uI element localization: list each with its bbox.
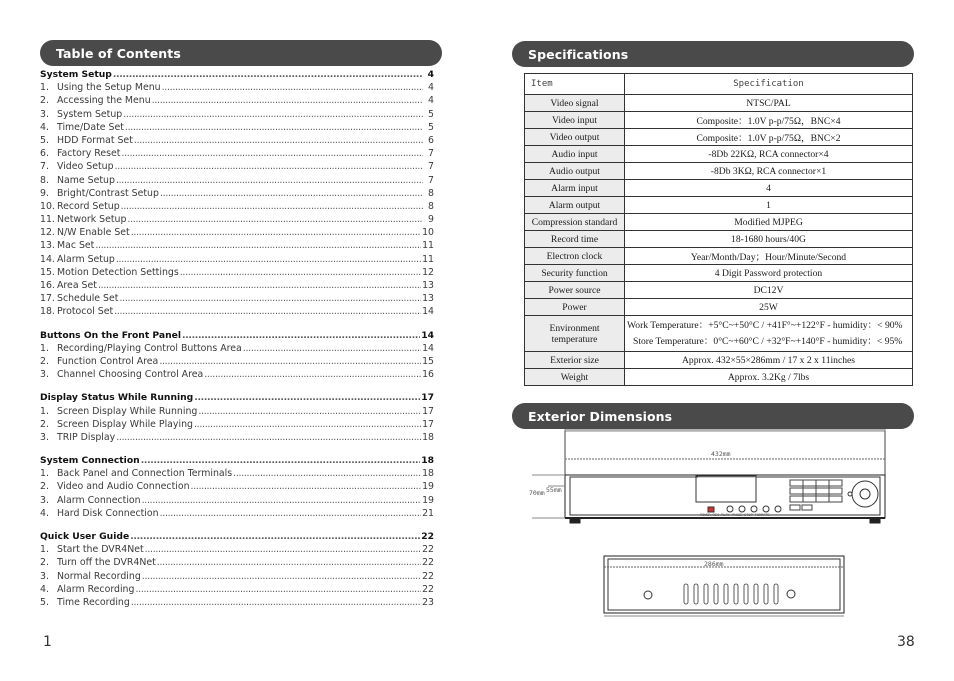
toc-section (40, 69, 434, 320)
toc-entry-page: 17 (422, 418, 434, 430)
toc-entry (40, 82, 434, 95)
spec-value: Year/Month/Day；Hour/Minute/Second (625, 248, 913, 265)
toc-entry-label: HDD Format Set (57, 134, 133, 146)
toc-entry-label: Channel Choosing Control Area (57, 369, 204, 381)
toc-entry (40, 214, 434, 227)
spec-row (525, 231, 913, 248)
exterior-dimensions-drawing (512, 429, 914, 659)
dimension-diagram (512, 429, 914, 659)
toc-entry-number: 7. (40, 161, 49, 173)
toc-entry (40, 584, 434, 597)
toc-entry-number: 17. (40, 293, 55, 305)
spec-item: Audio input (525, 146, 625, 163)
toc-page-number: 17 (421, 392, 434, 404)
toc-section-title: Buttons On the Front Panel (40, 329, 182, 341)
vent-slot (704, 584, 708, 604)
toc-entry-label: Recording/Playing Control Buttons Area (57, 342, 242, 354)
spec-value: DC12V (625, 282, 913, 299)
toc-entry-number: 2. (40, 355, 49, 367)
spec-row-environment (525, 316, 913, 352)
toc-entry-label: Area Set (57, 280, 97, 291)
spec-row (525, 112, 913, 129)
toc-entry-page: 21 (422, 507, 434, 519)
toc-entry-number: 1. (40, 544, 49, 556)
spec-row (525, 197, 913, 214)
toc-entry-label: Schedule Set (57, 293, 119, 305)
spec-row (525, 299, 913, 316)
toc-entry-page: 12 (422, 266, 434, 278)
spec-item: Compression standard (525, 214, 625, 231)
toc-section-title: Display Status While Running (40, 392, 194, 404)
toc-entry-number: 13. (40, 240, 55, 252)
spec-value: Approx. 3.2Kg / 7lbs (625, 369, 913, 386)
toc-entry (40, 161, 434, 174)
depth-dimension-label: 286mm (704, 560, 724, 568)
toc-entry (40, 557, 434, 570)
toc-entry-label: Alarm Connection (57, 494, 141, 506)
toc-entry-label: Motion Detection Settings (57, 266, 179, 278)
toc-entry-number: 2. (40, 557, 49, 569)
toc-entry-number: 11. (40, 214, 55, 226)
toc-entry-label: Bright/Contrast Setup (57, 187, 159, 199)
toc-entry-number: 15. (40, 266, 55, 278)
toc-entry-label: Back Panel and Connection Terminals (57, 468, 233, 480)
toc-leader (116, 254, 421, 265)
toc-entry-label: N/W Enable Set (57, 227, 130, 239)
toc-entry-page: 13 (422, 280, 434, 291)
vent-slot (694, 584, 698, 604)
toc-entry-number: 5. (40, 596, 49, 608)
toc-leader (125, 122, 423, 133)
front-panel-labels: POWER REC PLAY PAUSE STOP FORMATE (700, 513, 770, 517)
spec-item: Power (525, 299, 625, 316)
toc-entry-label: Mac Set (57, 240, 95, 252)
toc-leader (134, 135, 423, 146)
vent-slot (764, 584, 768, 604)
toc-entry-number: 18. (40, 306, 55, 318)
spec-item: Video input (525, 112, 625, 129)
toc-entry-page: 7 (428, 161, 434, 173)
toc-entry (40, 432, 434, 445)
toc-leader (157, 557, 421, 568)
specifications-table (524, 73, 913, 386)
toc-leader (142, 571, 421, 582)
spec-value: -8Db 3KΩ, RCA connector×1 (625, 163, 913, 180)
toc-entry-number: 1. (40, 342, 49, 354)
toc-entry-number: 2. (40, 481, 49, 493)
spec-item: Power source (525, 282, 625, 299)
vent-slot (754, 584, 758, 604)
toc-entry-label: Screen Display While Playing (57, 418, 193, 430)
toc-entry-page: 7 (428, 148, 434, 160)
toc-section-title: System Setup (40, 69, 112, 80)
toc-entry-number: 14. (40, 253, 55, 265)
toc-entry-number: 4. (40, 507, 49, 519)
toc-section (40, 392, 434, 445)
toc-entry-page: 5 (428, 121, 434, 133)
toc-entry-label: Alarm Setup (57, 253, 115, 265)
toc-entry-number: 16. (40, 280, 55, 291)
toc-leader (191, 481, 422, 492)
toc-entry-number: 2. (40, 418, 49, 430)
toc-entry-number: 4. (40, 583, 49, 595)
toc-entry-number: 3. (40, 570, 49, 582)
toc-entry-page: 22 (422, 544, 434, 556)
toc-entry-label: Normal Recording (57, 570, 141, 582)
toc-entry-label: Time Recording (57, 596, 130, 608)
toc-entry-number: 1. (40, 82, 49, 94)
spec-item: Video signal (525, 95, 625, 112)
spec-item: Record time (525, 231, 625, 248)
toc-entry-page: 22 (422, 570, 434, 582)
toc-entry (40, 293, 434, 306)
toc-leader (119, 293, 421, 304)
spec-row (525, 369, 913, 386)
spec-value: -8Db 22KΩ, RCA connector×4 (625, 146, 913, 163)
toc-entry-page: 8 (428, 200, 434, 212)
toc-entry-label: Accessing the Menu (57, 95, 151, 107)
toc-entry-page: 22 (422, 583, 434, 595)
vent-slot (744, 584, 748, 604)
toc-entry (40, 201, 434, 214)
toc-page-number: 4 (427, 69, 434, 80)
spec-row (525, 163, 913, 180)
toc-entry-page: 4 (428, 95, 434, 107)
toc-leader (130, 531, 420, 542)
toc-leader (142, 495, 421, 506)
spec-item: Alarm input (525, 180, 625, 197)
toc-entry-label: Hard Disk Connection (57, 507, 159, 519)
specifications-header: Specifications (512, 41, 914, 67)
toc-entry-page: 22 (422, 557, 434, 569)
toc-entry (40, 122, 434, 135)
toc-entry-label: Video Setup (57, 161, 114, 173)
toc-leader (116, 175, 423, 186)
toc-entry (40, 356, 434, 369)
toc-leader (159, 356, 421, 367)
toc-leader (121, 148, 423, 159)
toc-leader (152, 95, 423, 106)
toc-section (40, 455, 434, 521)
toc-leader (243, 343, 421, 354)
spec-value: 1 (625, 197, 913, 214)
toc-leader (113, 69, 423, 80)
spec-item: Exterior size (525, 352, 625, 369)
spec-row (525, 248, 913, 265)
spec-value: Composite：1.0V p-p/75Ω，BNC×4 (625, 112, 913, 129)
toc-leader (182, 330, 420, 341)
exterior-dimensions-header: Exterior Dimensions (512, 403, 914, 429)
toc-entry-label: Time/Date Set (57, 121, 124, 133)
toc-entry (40, 280, 434, 293)
vent-slot (724, 584, 728, 604)
spec-value: 4 (625, 180, 913, 197)
toc-entry-number: 3. (40, 494, 49, 506)
toc-leader (98, 280, 421, 291)
toc-section (40, 531, 434, 610)
spec-row (525, 352, 913, 369)
toc-entry (40, 406, 434, 419)
toc-entry-label: Using the Setup Menu (57, 82, 161, 94)
toc-entry-label: Factory Reset (57, 148, 121, 160)
toc-leader (194, 392, 420, 403)
toc-leader (123, 109, 423, 120)
work-temperature: Work Temperature：+5°C~+50°C / +41F°~+122°F - humidity：< 90% (627, 319, 903, 331)
toc-leader (121, 201, 423, 212)
toc-entry-number: 2. (40, 95, 49, 107)
spec-row (525, 95, 913, 112)
toc-entry-page: 7 (428, 174, 434, 186)
toc-leader (116, 432, 421, 443)
toc-entry-page: 11 (422, 240, 434, 252)
toc-leader (95, 240, 421, 251)
spec-item: Video output (525, 129, 625, 146)
toc-entry-label: Network Setup (57, 214, 127, 226)
toc-entry-number: 8. (40, 174, 49, 186)
spec-value: 25W (625, 299, 913, 316)
toc-entry-label: Start the DVR4Net (57, 544, 144, 556)
toc-leader (115, 161, 423, 172)
toc-entry-page: 17 (422, 405, 434, 417)
spec-item: Alarm output (525, 197, 625, 214)
spec-item: Electron clock (525, 248, 625, 265)
toc-leader (114, 306, 421, 317)
spec-row (525, 129, 913, 146)
inner-height-label: 55mm (546, 486, 562, 494)
vent-slot (774, 584, 778, 604)
toc-entry-number: 9. (40, 187, 49, 199)
toc-entry-page: 14 (422, 342, 434, 354)
toc-leader (141, 455, 421, 466)
toc-page-number: 22 (421, 531, 434, 542)
toc-entry (40, 419, 434, 432)
toc-entry-label: Alarm Recording (57, 583, 135, 595)
toc-section-heading (40, 392, 434, 405)
toc-entry-number: 1. (40, 405, 49, 417)
toc-leader (135, 584, 421, 595)
toc-entry (40, 306, 434, 319)
toc-entry (40, 109, 434, 122)
table-of-contents (40, 69, 434, 610)
toc-entry-number: 3. (40, 431, 49, 443)
toc-leader (162, 82, 423, 93)
spec-item: Audio output (525, 163, 625, 180)
right-page (512, 41, 914, 659)
toc-leader (131, 227, 421, 238)
toc-section-heading (40, 531, 434, 544)
table-header-item: Item (525, 74, 625, 95)
toc-section-heading (40, 330, 434, 343)
toc-entry-label: TRIP Display (57, 431, 116, 443)
toc-leader (145, 544, 421, 555)
toc-entry-page: 10 (422, 227, 434, 239)
toc-entry (40, 267, 434, 280)
toc-entry-page: 14 (422, 306, 434, 318)
spec-value: Modified MJPEG (625, 214, 913, 231)
toc-entry-page: 5 (428, 108, 434, 120)
toc-leader (160, 508, 421, 519)
toc-section-heading (40, 69, 434, 82)
page-number-right: 38 (897, 634, 915, 650)
toc-entry (40, 175, 434, 188)
toc-entry-number: 12. (40, 227, 55, 239)
width-dimension-label: 432mm (711, 450, 731, 458)
left-page (40, 40, 442, 610)
toc-entry (40, 508, 434, 521)
toc-entry-number: 5. (40, 134, 49, 146)
toc-leader (180, 267, 421, 278)
spec-item: Security function (525, 265, 625, 282)
toc-entry-page: 8 (428, 187, 434, 199)
toc-entry (40, 227, 434, 240)
toc-entry-label: System Setup (57, 108, 123, 120)
toc-entry-page: 11 (422, 253, 434, 265)
toc-section-title: Quick User Guide (40, 531, 130, 542)
spec-value: Approx. 432×55×286mm / 17 x 2 x 11inches (625, 352, 913, 369)
toc-entry-label: Function Control Area (57, 355, 159, 367)
toc-entry (40, 495, 434, 508)
toc-entry (40, 254, 434, 267)
toc-entry-page: 19 (422, 481, 434, 493)
toc-page-number: 18 (421, 455, 434, 467)
toc-entry-page: 6 (428, 134, 434, 146)
toc-entry-number: 6. (40, 148, 49, 160)
toc-entry-page: 19 (422, 494, 434, 506)
toc-leader (198, 406, 421, 417)
toc-entry-number: 3. (40, 108, 49, 120)
toc-entry (40, 188, 434, 201)
toc-entry-page: 13 (422, 293, 434, 305)
spec-item: Environment temperature (525, 316, 625, 352)
spec-row (525, 180, 913, 197)
spec-value: Composite：1.0V p-p/75Ω，BNC×2 (625, 129, 913, 146)
vent-slot (684, 584, 688, 604)
toc-leader (131, 597, 421, 608)
spec-value: NTSC/PAL (625, 95, 913, 112)
toc-entry-page: 23 (422, 596, 434, 608)
toc-entry (40, 369, 434, 382)
spec-value (625, 316, 913, 352)
toc-entry (40, 240, 434, 253)
toc-entry (40, 343, 434, 356)
toc-entry (40, 481, 434, 494)
toc-page-number: 14 (421, 329, 434, 341)
toc-entry-label: Record Setup (57, 200, 120, 212)
table-header-specification: Specification (625, 74, 913, 95)
toc-entry-number: 1. (40, 468, 49, 480)
toc-entry-page: 15 (422, 355, 434, 367)
spec-value: 18-1680 hours/40G (625, 231, 913, 248)
spec-row (525, 265, 913, 282)
toc-entry (40, 468, 434, 481)
spec-item: Weight (525, 369, 625, 386)
toc-section-title: System Connection (40, 455, 140, 467)
toc-entry-label: Video and Audio Connection (57, 481, 190, 493)
toc-entry (40, 544, 434, 557)
toc-leader (194, 419, 421, 430)
vent-slot (714, 584, 718, 604)
toc-leader (127, 214, 423, 225)
outer-height-label: 70mm (529, 489, 545, 497)
toc-entry-page: 4 (428, 82, 434, 94)
page-number-left: 1 (43, 634, 52, 650)
spec-row (525, 282, 913, 299)
toc-entry (40, 597, 434, 610)
toc-leader (160, 188, 423, 199)
toc-entry-number: 4. (40, 121, 49, 133)
toc-entry (40, 135, 434, 148)
spec-value: 4 Digit Password protection (625, 265, 913, 282)
toc-section-heading (40, 455, 434, 468)
toc-entry-label: Turn off the DVR4Net (57, 557, 156, 569)
toc-entry (40, 148, 434, 161)
toc-entry (40, 571, 434, 584)
vent-slot (734, 584, 738, 604)
toc-entry-page: 9 (428, 214, 434, 226)
toc-leader (204, 369, 421, 380)
toc-entry-label: Protocol Set (57, 306, 114, 318)
toc-entry-label: Name Setup (57, 174, 115, 186)
toc-entry-number: 10. (40, 200, 55, 212)
toc-leader (233, 468, 421, 479)
store-temperature: Store Temperature：0°C~+60°C / +32°F~+140°F - humidity：< 95% (633, 335, 903, 347)
toc-entry-page: 18 (422, 468, 434, 480)
toc-entry-number: 3. (40, 369, 49, 381)
spec-row (525, 214, 913, 231)
toc-header: Table of Contents (40, 40, 442, 66)
toc-entry (40, 95, 434, 108)
spec-row (525, 146, 913, 163)
toc-entry-label: Screen Display While Running (57, 405, 198, 417)
toc-entry-page: 16 (422, 369, 434, 381)
toc-section (40, 330, 434, 383)
toc-entry-page: 18 (422, 431, 434, 443)
